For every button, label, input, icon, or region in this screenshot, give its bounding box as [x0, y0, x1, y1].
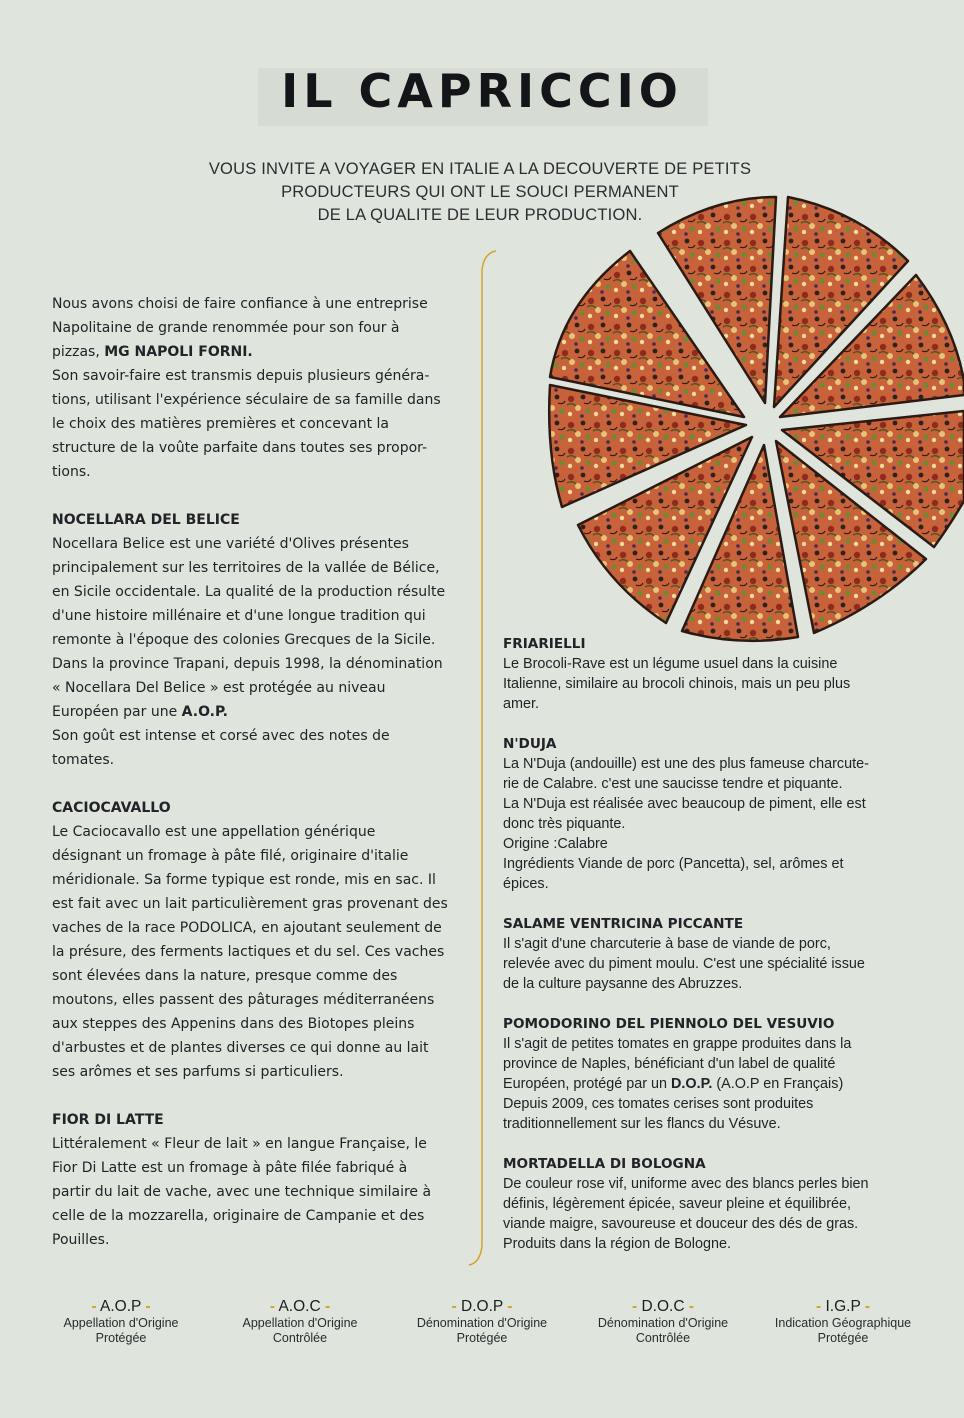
text-line-end: (A.O.P en Français) [712, 1076, 844, 1092]
text-line: La N'Duja est réalisée avec beaucoup de piment, elle est [503, 796, 866, 812]
text-line: remonte à l'époque des colonies Grecques de la Sicile. [52, 632, 436, 648]
nocellara-section [52, 508, 472, 772]
text-line: en Sicile occidentale. La qualité de la production résulte [52, 584, 446, 600]
text-line: ses arômes et ses parfums si particuliers. [52, 1064, 344, 1080]
text-line: la présure, des ferments lactiques et du sel. Ces vaches [52, 944, 445, 960]
text-line: méridionale. Sa forme typique est ronde, mis en sac. Il [52, 872, 436, 888]
quality-label: A.O.P. [181, 704, 228, 720]
left-column [52, 292, 472, 1276]
subtitle-line: PRODUCTEURS QUI ONT LE SOUCI PERMANENT [281, 183, 679, 201]
text-line: Pouilles. [52, 1232, 110, 1248]
legend-desc: Dénomination d'Origine [416, 1316, 548, 1330]
text-line [52, 340, 472, 364]
caciocavallo-section [52, 796, 472, 1084]
text-line: épices. [503, 876, 549, 892]
text-line: structure de la voûte parfaite dans toutes ses propor- [52, 440, 428, 456]
text-line: relevée avec du piment moulu. C'est une spécialité issue [503, 956, 865, 972]
right-column [503, 634, 923, 1274]
subtitle-line: VOUS INVITE A VOYAGER EN ITALIE A LA DECOUVERTE DE PETITS [208, 160, 752, 178]
legend-item-igp [753, 1298, 933, 1346]
text-line: définis, légèrement épicée, saveur pleine et équilibrée, [503, 1196, 851, 1212]
section-heading: CACIOCAVALLO [52, 800, 171, 816]
pomodorino-section [503, 1014, 923, 1134]
text-line: principalement sur les territoires de la vallée de Bélice, [52, 560, 440, 576]
text-line: aux steppes des Appenins dans des Biotopes pleins [52, 1016, 415, 1032]
legend-desc: Protégée [817, 1331, 869, 1345]
text-line: d'une histoire millénaire et d'une longue tradition qui [52, 608, 426, 624]
text-line: le choix des matières premières et concevant la [52, 416, 390, 432]
text-line: de la culture paysanne des Abruzzes. [503, 976, 743, 992]
text-line: Ingrédients Viande de porc (Pancetta), sel, arômes et [503, 856, 844, 872]
text-line: Son savoir-faire est transmis depuis plusieurs généra- [52, 368, 430, 384]
legend-desc: Indication Géographique [774, 1316, 912, 1330]
text-line: province de Naples, bénéficiant d'un label de qualité [503, 1056, 836, 1072]
text-line: partir du lait de vache, avec une technique similaire à [52, 1184, 432, 1200]
friarielli-section [503, 634, 923, 714]
gold-divider [468, 250, 498, 1266]
text-line: Il s'agit d'une charcuterie à base de viande de porc, [503, 936, 831, 952]
text-line: Nocellara Belice est une variété d'Olives présentes [52, 536, 409, 552]
text-line: donc très piquante. [503, 816, 626, 832]
text-line: traditionnellement sur les flancs du Vésuve. [503, 1116, 781, 1132]
legend-item-doc [573, 1298, 753, 1346]
text-line: tions, utilisant l'expérience séculaire de sa famille dans [52, 392, 441, 408]
text-line: « Nocellara Del Belice » est protégée au niveau [52, 680, 386, 696]
section-heading: MORTADELLA DI BOLOGNA [503, 1156, 706, 1172]
text-line [503, 1074, 923, 1094]
text-line: désignant un fromage à pâte filé, originaire d'italie [52, 848, 409, 864]
section-heading: POMODORINO DEL PIENNOLO DEL VESUVIO [503, 1016, 835, 1032]
legend-code: - D.O.C - [631, 1298, 695, 1315]
subtitle-line: DE LA QUALITE DE LEUR PRODUCTION. [317, 206, 643, 224]
legend-item-aoc [210, 1298, 390, 1346]
section-heading: FIOR DI LATTE [52, 1112, 164, 1128]
legend-desc: Protégée [456, 1331, 508, 1345]
quality-label: D.O.P. [671, 1076, 713, 1092]
text-line: Le Brocoli-Rave est un légume usuel dans la cuisine [503, 656, 838, 672]
text-line: tomates. [52, 752, 115, 768]
text-line: celle de la mozzarella, originaire de Campanie et des [52, 1208, 425, 1224]
text-line: Dans la province Trapani, depuis 1998, la dénomination [52, 656, 443, 672]
legend-desc: Appellation d'Origine [63, 1316, 179, 1330]
page-title: IL CAPRICCIO [281, 64, 683, 118]
text-line: Produits dans la région de Bologne. [503, 1236, 732, 1252]
legend-code: - A.O.C - [269, 1298, 331, 1315]
legend-code: - A.O.P - [91, 1298, 151, 1315]
legend-desc: Protégée [95, 1331, 147, 1345]
text-line: tions. [52, 464, 91, 480]
mortadella-section [503, 1154, 923, 1254]
label-legend [0, 1298, 964, 1358]
text-line: Origine :Calabre [503, 836, 608, 852]
text-line-start: Européen par une [52, 704, 182, 720]
salame-section [503, 914, 923, 994]
legend-desc: Contrôlée [635, 1331, 691, 1345]
text-line: De couleur rose vif, uniforme avec des blancs perles bien [503, 1176, 869, 1192]
text-line-start: pizzas, [52, 344, 105, 360]
text-line: Nous avons choisi de faire confiance à une entreprise [52, 296, 428, 312]
section-heading: N'DUJA [503, 736, 557, 752]
section-heading: FRIARIELLI [503, 636, 586, 652]
text-line: vaches de la race PODOLICA, en ajoutant seulement de [52, 920, 442, 936]
nduja-section [503, 734, 923, 894]
text-line: Fior Di Latte est un fromage à pâte filée fabriqué à [52, 1160, 408, 1176]
intro-section [52, 292, 472, 484]
text-line: Il s'agit de petites tomates en grappe produites dans la [503, 1036, 852, 1052]
text-line: Son goût est intense et corsé avec des notes de [52, 728, 390, 744]
text-line: moutons, elles passent des pâturages méditerranéens [52, 992, 435, 1008]
text-line: sont élevées dans la nature, presque comme des [52, 968, 398, 984]
text-line: Napolitaine de grande renommée pour son four à [52, 320, 400, 336]
text-line: Depuis 2009, ces tomates cerises sont produites [503, 1096, 814, 1112]
legend-item-dop [392, 1298, 572, 1346]
text-line: d'arbustes et de plantes diverses ce qui donne au lait [52, 1040, 429, 1056]
text-line: viande maigre, savoureuse et douceur des dés de gras. [503, 1216, 859, 1232]
section-heading: SALAME VENTRICINA PICCANTE [503, 916, 744, 932]
text-line [52, 700, 472, 724]
pizza-slices [549, 197, 964, 641]
text-line: Littéralement « Fleur de lait » en langue Française, le [52, 1136, 427, 1152]
fior-di-latte-section [52, 1108, 472, 1252]
legend-item-aop [31, 1298, 211, 1346]
pizza-illustration [540, 185, 964, 645]
text-line: La N'Duja (andouille) est une des plus fameuse charcute- [503, 756, 869, 772]
text-line: amer. [503, 696, 539, 712]
legend-desc: Contrôlée [272, 1331, 328, 1345]
text-line: Italienne, similaire au brocoli chinois, mais un peu plus [503, 676, 851, 692]
text-line-start: Européen, protégé par un [503, 1076, 672, 1092]
legend-desc: Appellation d'Origine [242, 1316, 358, 1330]
text-line: est fait avec un lait particulièrement gras provenant des [52, 896, 448, 912]
legend-code: - D.O.P - [451, 1298, 513, 1315]
legend-desc: Dénomination d'Origine [597, 1316, 729, 1330]
brand-name: MG NAPOLI FORNI. [104, 344, 253, 360]
text-line: rie de Calabre. c'est une saucisse tendre et piquante. [503, 776, 843, 792]
section-heading: NOCELLARA DEL BELICE [52, 512, 240, 528]
legend-code: - I.G.P - [815, 1298, 870, 1315]
text-line: Le Caciocavallo est une appellation générique [52, 824, 376, 840]
